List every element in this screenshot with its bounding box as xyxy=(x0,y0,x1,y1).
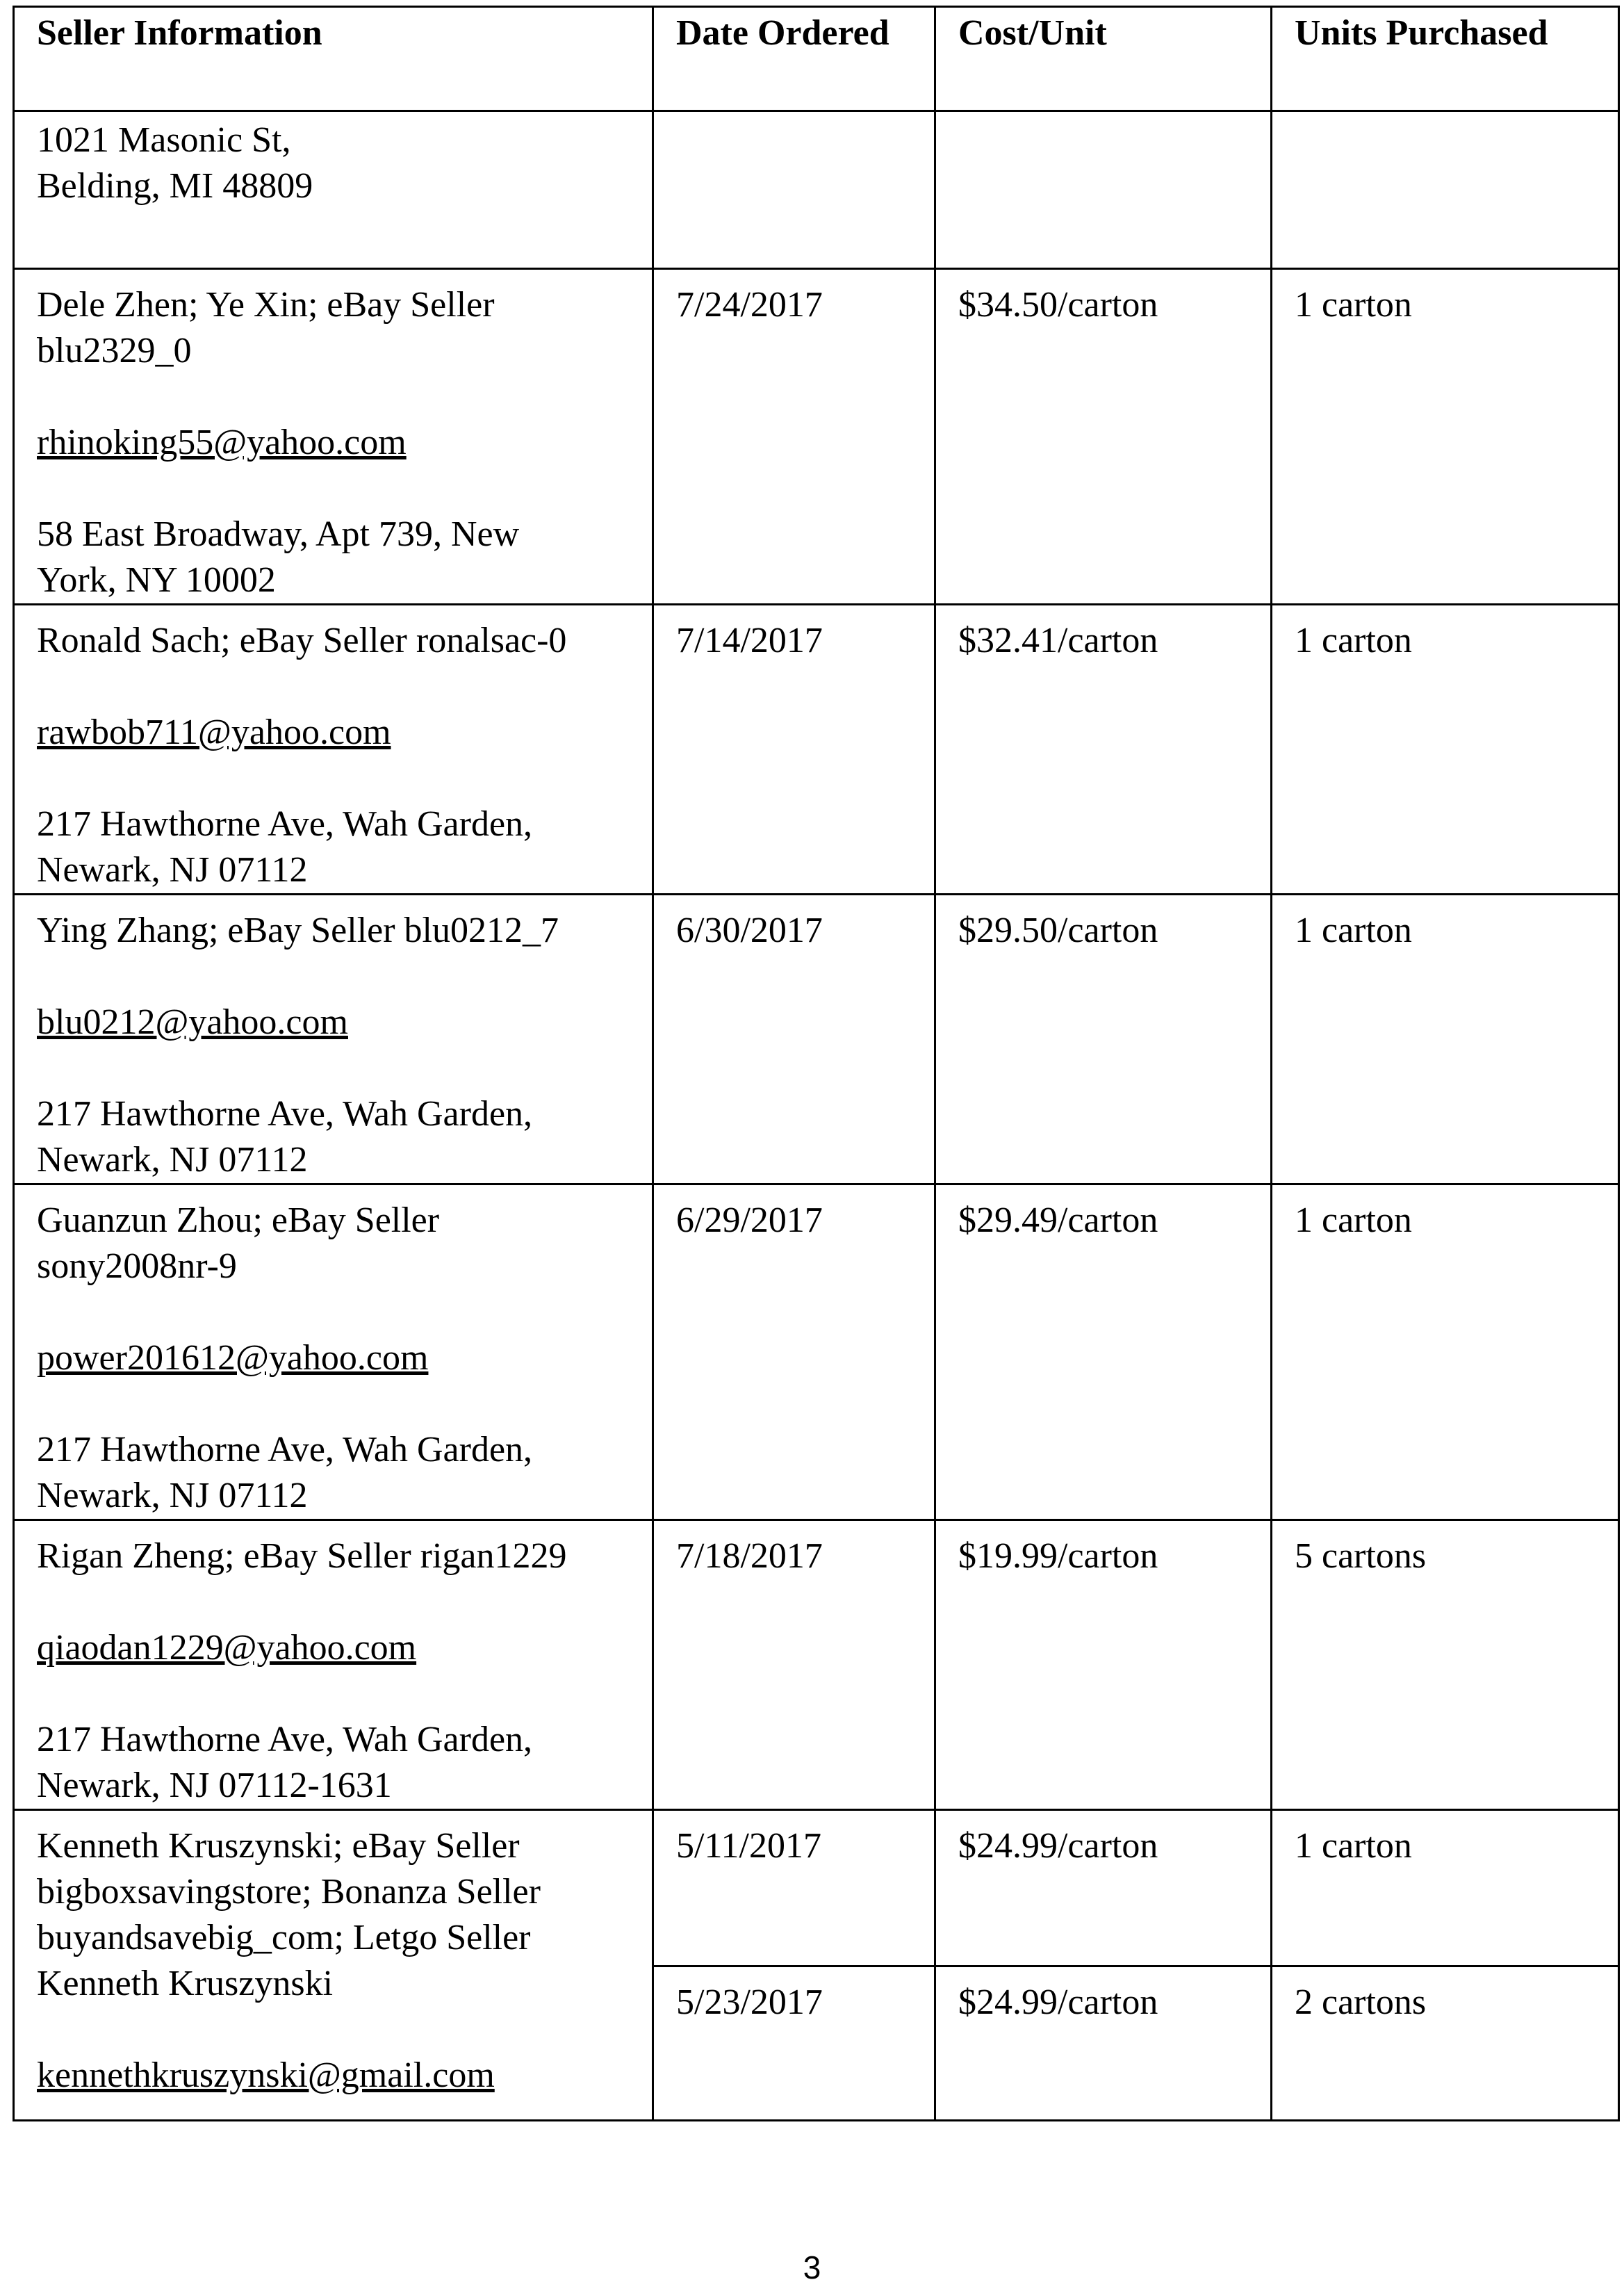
date-cell: 5/11/2017 xyxy=(653,1810,935,1966)
date-cell xyxy=(653,111,935,269)
page-number: 3 xyxy=(803,2249,821,2286)
seller-address-line: York, NY 10002 xyxy=(37,560,276,600)
seller-line: 1021 Masonic St, xyxy=(37,120,291,160)
seller-info-cell xyxy=(14,1810,653,2121)
seller-line: Belding, MI 48809 xyxy=(37,166,313,206)
header-date-ordered: Date Ordered xyxy=(653,7,935,111)
seller-line: blu2329_0 xyxy=(37,331,192,370)
seller-email-link[interactable]: rawbob711@yahoo.com xyxy=(37,712,391,752)
date-cell: 7/24/2017 xyxy=(653,269,935,605)
cost-cell: $24.99/carton xyxy=(935,1966,1272,2121)
seller-info-cell xyxy=(14,111,653,269)
seller-line: Ronald Sach; eBay Seller ronalsac-0 xyxy=(37,621,567,660)
seller-line: Kenneth Kruszynski; eBay Seller xyxy=(37,1826,520,1866)
seller-line: buyandsavebig_com; Letgo Seller xyxy=(37,1918,531,1957)
seller-info-cell xyxy=(14,1184,653,1520)
cost-cell xyxy=(935,111,1272,269)
cost-cell: $24.99/carton xyxy=(935,1810,1272,1966)
cost-cell: $29.49/carton xyxy=(935,1184,1272,1520)
seller-address-line: Newark, NJ 07112 xyxy=(37,850,308,890)
seller-line: sony2008nr-9 xyxy=(37,1246,237,1286)
date-cell: 7/14/2017 xyxy=(653,605,935,895)
cost-cell: $34.50/carton xyxy=(935,269,1272,605)
seller-info-cell xyxy=(14,895,653,1184)
table-row xyxy=(14,269,1619,605)
seller-address-line: 58 East Broadway, Apt 739, New xyxy=(37,514,520,554)
seller-email-link[interactable]: kennethkruszynski@gmail.com xyxy=(37,2055,495,2095)
seller-line: Kenneth Kruszynski xyxy=(37,1964,334,2003)
seller-address-line: 217 Hawthorne Ave, Wah Garden, xyxy=(37,804,533,844)
seller-line: Rigan Zheng; eBay Seller rigan1229 xyxy=(37,1536,567,1576)
units-cell: 1 carton xyxy=(1272,269,1619,605)
units-cell: 5 cartons xyxy=(1272,1520,1619,1810)
table-row xyxy=(14,111,1619,269)
seller-address-line: Newark, NJ 07112-1631 xyxy=(37,1766,392,1805)
seller-address-line: 217 Hawthorne Ave, Wah Garden, xyxy=(37,1430,533,1469)
seller-info-cell xyxy=(14,1520,653,1810)
header-cost-unit: Cost/Unit xyxy=(935,7,1272,111)
seller-email-link[interactable]: power201612@yahoo.com xyxy=(37,1338,429,1378)
date-cell: 5/23/2017 xyxy=(653,1966,935,2121)
cost-cell: $29.50/carton xyxy=(935,895,1272,1184)
units-cell: 1 carton xyxy=(1272,895,1619,1184)
seller-info-cell xyxy=(14,269,653,605)
cost-cell: $19.99/carton xyxy=(935,1520,1272,1810)
table-row xyxy=(14,605,1619,895)
units-cell: 2 cartons xyxy=(1272,1966,1619,2121)
units-cell xyxy=(1272,111,1619,269)
header-seller-information: Seller Information xyxy=(14,7,653,111)
date-cell: 6/30/2017 xyxy=(653,895,935,1184)
header-row xyxy=(14,7,1619,111)
date-cell: 6/29/2017 xyxy=(653,1184,935,1520)
seller-email-link[interactable]: blu0212@yahoo.com xyxy=(37,1002,348,1042)
cost-cell: $32.41/carton xyxy=(935,605,1272,895)
seller-address-line: 217 Hawthorne Ave, Wah Garden, xyxy=(37,1094,533,1134)
seller-line: Guanzun Zhou; eBay Seller xyxy=(37,1200,440,1240)
seller-email-link[interactable]: qiaodan1229@yahoo.com xyxy=(37,1628,417,1668)
table-row xyxy=(14,1520,1619,1810)
table-row xyxy=(14,895,1619,1184)
seller-email-link[interactable]: rhinoking55@yahoo.com xyxy=(37,423,407,462)
seller-info-cell xyxy=(14,605,653,895)
seller-table xyxy=(13,6,1620,2121)
seller-address-line: Newark, NJ 07112 xyxy=(37,1140,308,1180)
seller-address-line: 217 Hawthorne Ave, Wah Garden, xyxy=(37,1720,533,1759)
units-cell: 1 carton xyxy=(1272,1184,1619,1520)
seller-line: bigboxsavingstore; Bonanza Seller xyxy=(37,1872,541,1912)
seller-address-line: Newark, NJ 07112 xyxy=(37,1476,308,1515)
seller-line: Dele Zhen; Ye Xin; eBay Seller xyxy=(37,285,495,325)
header-units-purchased: Units Purchased xyxy=(1272,7,1619,111)
table-row xyxy=(14,1810,1619,1966)
seller-line: Ying Zhang; eBay Seller blu0212_7 xyxy=(37,911,559,950)
units-cell: 1 carton xyxy=(1272,605,1619,895)
units-cell: 1 carton xyxy=(1272,1810,1619,1966)
date-cell: 7/18/2017 xyxy=(653,1520,935,1810)
table-row xyxy=(14,1184,1619,1520)
